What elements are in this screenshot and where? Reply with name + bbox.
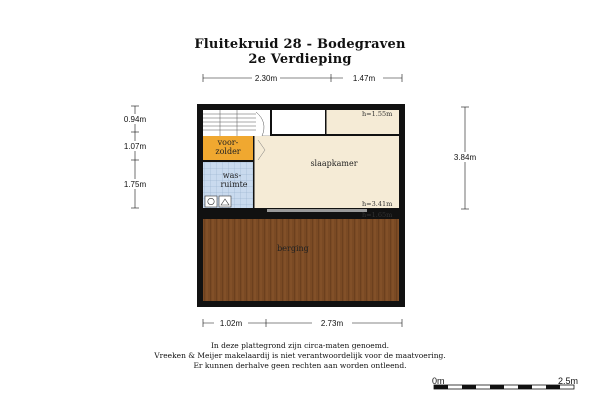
disclaimer-line-2: Vreeken & Meijer makelaardij is niet verantwoordelijk voor de maatvoering. [154,351,446,360]
dim-left-3: 1.75m [123,180,147,189]
right-dimension [446,107,484,209]
scale-max-label: 2.5m [558,376,579,386]
room-berging [203,219,399,301]
height-label-3: h=1.65m [362,211,393,219]
dim-bottom-right: 2.73m [320,319,344,328]
dim-bottom-left: 1.02m [219,319,243,328]
dim-top-right: 1.47m [352,74,376,83]
height-label-2: h=3.41m [362,200,393,208]
room-wasruimte-label-1: was- [222,171,242,180]
dim-left-2: 1.07m [123,142,147,151]
room-berging-label: berging [277,244,309,253]
corridor [253,136,267,208]
scale-min-label: 0m [432,376,445,386]
washing-machine-icon [205,196,217,207]
room-voorzolder-label-1: voor- [217,138,239,147]
dim-left-1: 0.94m [123,115,147,124]
bottom-dimension [203,318,402,328]
left-dimension [117,106,153,208]
disclaimer-line-3: Er kunnen derhalve geen rechten aan worden ontleend. [193,361,407,370]
disclaimer [0,341,600,371]
dim-right: 3.84m [453,153,477,162]
page-title: Fluitekruid 28 - Bodegraven [194,37,406,52]
room-wasruimte-label-2: ruimte [220,180,248,189]
dryer-icon [219,196,231,207]
scale-bar [434,385,574,389]
height-label-1: h=1.55m [362,110,393,118]
disclaimer-line-1: In deze plattegrond zijn circa-maten genoemd. [210,341,390,350]
floor-subtitle: 2e Verdieping [248,52,352,67]
room-slaapkamer [267,136,399,208]
room-voorzolder-label-2: zolder [215,147,241,156]
dim-top-left: 2.30m [254,74,278,83]
top-dimension [203,73,402,83]
room-slaapkamer-label: slaapkamer [310,159,358,168]
